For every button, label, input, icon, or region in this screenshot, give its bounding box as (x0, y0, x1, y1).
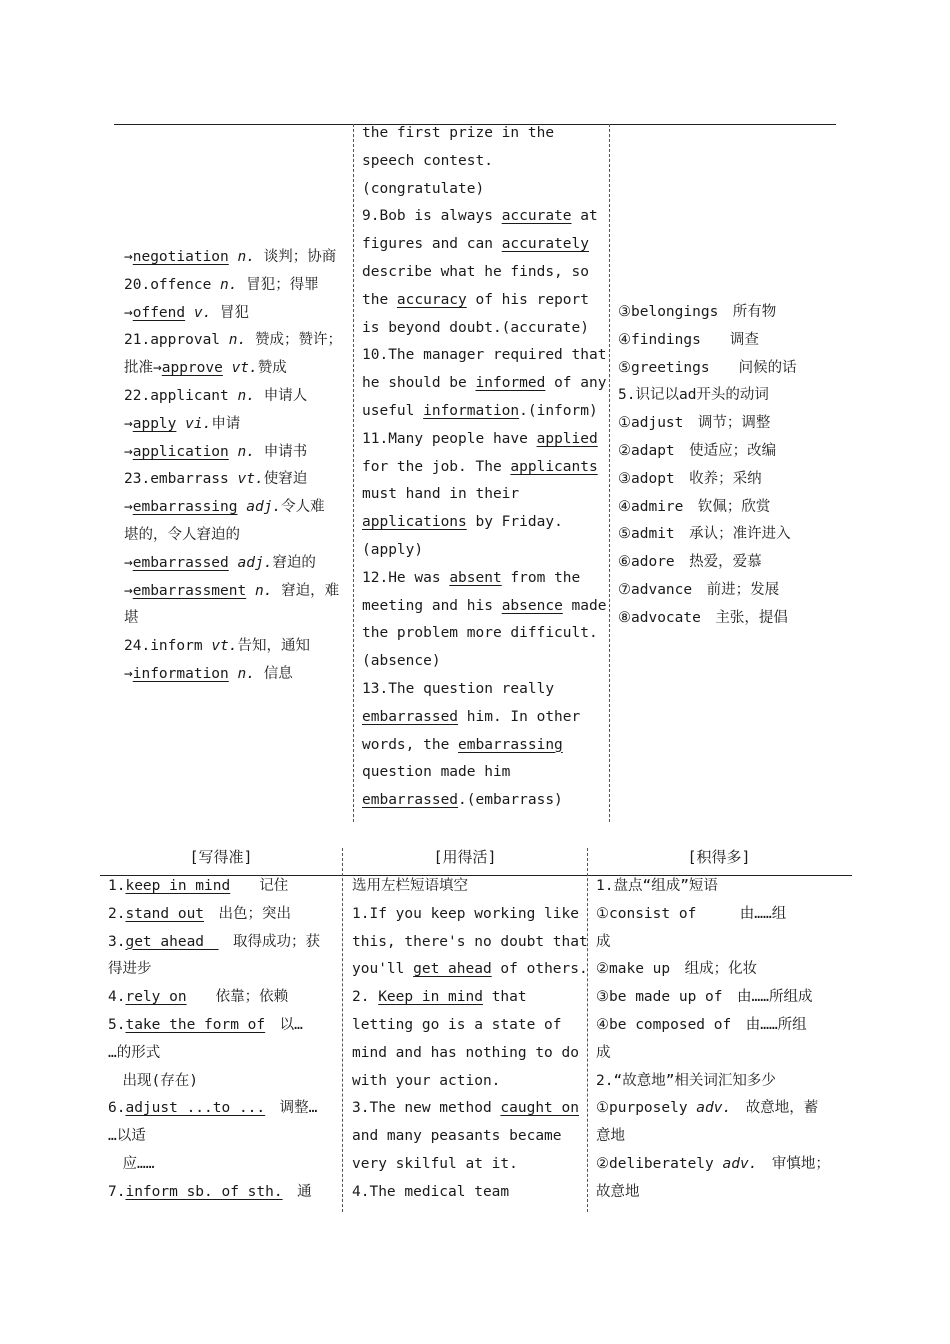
vocab-derivation-line (124, 633, 346, 661)
exercise-line (362, 176, 598, 204)
answer-underlined: accurately (501, 236, 589, 253)
text-run: 4. (108, 989, 126, 1006)
phrase-line (108, 956, 334, 984)
word-list-line: ③adopt 收养；采纳 (618, 470, 762, 487)
text-run: speech contest. (362, 152, 493, 169)
text-run: → (124, 665, 133, 682)
text-run: ①consist of 由……组 (596, 905, 787, 922)
text-run: ②make up 组成；化妆 (596, 961, 758, 978)
exercise-line (362, 287, 598, 315)
text-run: and many peasants became (352, 1128, 562, 1145)
vocab-derivation-line (124, 272, 346, 300)
text-run (229, 444, 238, 460)
text-run: 20.offence (124, 276, 221, 293)
text-run: 冒犯；得罪 (237, 276, 319, 293)
text-run: 赞成 (257, 360, 287, 377)
text-run: 依靠；依赖 (186, 989, 289, 1006)
text-run: ③be made up of 由……所组成 (596, 989, 813, 1006)
text-run: 9.Bob is always (362, 208, 502, 225)
header-accumulate-more: [积得多] (687, 848, 751, 866)
answer-underlined: information (423, 402, 520, 419)
text-run: 21.approval (124, 332, 229, 349)
exercise-line (362, 231, 598, 259)
part-of-speech: n. (237, 387, 255, 404)
text-run: 取得成功；获 (218, 933, 321, 950)
text-run (229, 249, 238, 265)
text-run: 1. (108, 878, 126, 894)
section1-left-column (124, 244, 346, 689)
phrase-exercise-line (352, 1012, 580, 1040)
part-of-speech: vt. (211, 638, 238, 655)
phrase-summary-line (596, 956, 842, 984)
text-run: 堪 (124, 610, 139, 627)
text-run: 得进步 (108, 961, 152, 978)
section1-right-column (618, 299, 840, 633)
word-list-line: ⑤greetings 问候的话 (618, 359, 797, 376)
text-run: describe what he finds, so (362, 263, 589, 280)
text-run: useful (362, 402, 424, 419)
part-of-speech: vt. (231, 360, 258, 377)
answer-underlined: embarrassed (362, 792, 459, 809)
part-of-speech: adj. (237, 554, 273, 571)
text-run: 23.embarrass (124, 471, 238, 488)
text-run: 审慎地； (757, 1155, 830, 1172)
word-list-line: ⑦advance 前进；发展 (618, 581, 780, 598)
exercise-line (362, 787, 598, 815)
text-run: 2. (352, 989, 379, 1006)
text-run: 2.“故意地”相关词汇知多少 (596, 1072, 776, 1089)
text-run: 冒犯 (211, 304, 250, 321)
vocab-derivation-line (124, 578, 346, 606)
vocab-derivation-line (124, 355, 346, 383)
text-run: 22.applicant (124, 387, 238, 404)
section1-divider-left (353, 124, 354, 822)
phrase-line (108, 901, 334, 929)
text-run: 通 (282, 1183, 312, 1200)
vocab-derivation-line (124, 661, 346, 689)
part-of-speech: n. (237, 443, 255, 460)
answer-underlined: approve (161, 360, 223, 377)
phrase-line (108, 1095, 334, 1123)
answer-underlined: keep in mind (125, 878, 231, 894)
phrase-exercise-line (352, 929, 588, 957)
text-run: .(embarrass) (458, 792, 563, 809)
answer-underlined: take the form of (125, 1016, 266, 1033)
exercise-line (362, 648, 598, 676)
exercise-line (362, 315, 598, 343)
exercise-line (362, 148, 598, 176)
text-run: words, the (362, 736, 459, 753)
text-run: 谈判；协商 (254, 249, 337, 265)
phrase-line (108, 1068, 334, 1096)
part-of-speech: n. (237, 665, 255, 682)
vocab-derivation-line (124, 466, 346, 494)
text-run: 成 (596, 1044, 611, 1061)
text-run: of any (545, 375, 607, 392)
text-run: 堪的，令人窘迫的 (124, 526, 240, 543)
phrase-summary-line (596, 1095, 842, 1123)
vocab-derivation-line (124, 300, 346, 328)
text-run: (absence) (362, 653, 441, 670)
phrase-exercise-line (352, 901, 580, 929)
text-run: → (124, 304, 133, 321)
exercise-line (362, 259, 598, 287)
part-of-speech: adj. (246, 499, 282, 516)
phrase-exercise-line (352, 1040, 580, 1068)
exercise-line (362, 454, 598, 482)
text-run: .(inform) (519, 402, 598, 419)
word-list-line: ⑤admit 承认；准许进入 (618, 526, 791, 543)
text-run: 故意地 (596, 1183, 640, 1200)
part-of-speech: n. (237, 249, 255, 265)
part-of-speech: vt. (237, 471, 264, 488)
section2-middle-column (352, 873, 588, 1207)
answer-underlined: negotiation (132, 249, 229, 265)
text-run: → (124, 554, 133, 571)
answer-underlined: absent (449, 569, 502, 586)
word-list-line: ③belongings 所有物 (618, 304, 777, 320)
text-run: 出现(存在) (108, 1072, 198, 1089)
text-run: 申请人 (254, 387, 308, 404)
text-run: 3.The new method (352, 1100, 501, 1117)
answer-underlined: offend (132, 304, 186, 321)
text-run: 11.Many people have (362, 430, 537, 447)
text-run: the problem more difficult. (362, 625, 598, 642)
text-run: 4.The medical team (352, 1183, 510, 1200)
text-run: must hand in their (362, 486, 520, 503)
answer-underlined: embarrassing (458, 736, 563, 753)
text-run: 赞成；赞许； (246, 332, 342, 349)
section1-divider-right (609, 124, 610, 822)
text-run: 令人难 (281, 499, 325, 516)
part-of-speech: n. (228, 332, 247, 349)
word-list-line: ④admire 钦佩；欣赏 (618, 498, 771, 515)
vocab-derivation-line (124, 605, 346, 633)
text-run: 6. (108, 1100, 126, 1117)
text-run: for the job. The (362, 458, 511, 475)
exercise-line (362, 509, 598, 537)
vocab-derivation-line (124, 244, 346, 272)
text-run: 24.inform (124, 638, 212, 655)
exercise-line (362, 759, 598, 787)
phrase-summary-line (596, 1068, 842, 1096)
text-run (223, 360, 232, 376)
text-run (229, 666, 238, 682)
phrase-exercise-line (352, 1095, 580, 1123)
answer-underlined: get ahead (413, 961, 492, 978)
text-run: he should be (362, 375, 476, 392)
part-of-speech: adv. (722, 1155, 758, 1172)
text-run: is beyond doubt.(accurate) (362, 319, 589, 336)
section2-divider-right (587, 848, 588, 1212)
text-run: him. In other (458, 708, 581, 725)
word-list-line: 5.识记以ad开头的动词 (618, 387, 769, 404)
word-list-line: ④findings 调查 (618, 331, 759, 348)
exercise-line (362, 676, 598, 704)
text-run: with your action. (352, 1072, 501, 1089)
text-run: letting go is a state of (352, 1016, 562, 1033)
phrase-exercise-line (352, 984, 580, 1012)
answer-underlined: rely on (125, 989, 187, 1006)
exercise-line (362, 398, 598, 426)
text-run: by Friday. (466, 514, 563, 531)
text-run: 窘迫，难 (272, 582, 340, 599)
text-run: of his report (466, 291, 589, 308)
text-run: 批准→ (124, 360, 162, 377)
text-run: 告知，通知 (237, 638, 311, 655)
text-run: 意地 (596, 1128, 625, 1145)
answer-underlined: inform sb. of sth. (125, 1183, 283, 1200)
phrase-summary-line (596, 1040, 842, 1068)
phrase-summary-line (596, 984, 842, 1012)
text-run: …以适 (108, 1128, 146, 1145)
text-run: question made him (362, 764, 511, 781)
phrase-summary-line (596, 901, 842, 929)
phrase-line (108, 984, 334, 1012)
text-run: 成 (596, 933, 611, 950)
text-run: → (124, 443, 133, 460)
text-run: mind and has nothing to do (352, 1044, 579, 1061)
answer-underlined: information (132, 665, 229, 682)
vocab-derivation-line (124, 383, 346, 411)
text-run: at (571, 208, 598, 225)
text-run: 出色；突出 (204, 905, 292, 922)
text-run: …的形式 (108, 1044, 161, 1061)
exercise-line (362, 704, 598, 732)
text-run: very skilful at it. (352, 1155, 518, 1172)
section2-right-column (596, 873, 842, 1207)
part-of-speech: n. (254, 582, 273, 599)
text-run: 1.If you keep working like (352, 905, 579, 922)
phrase-line (108, 1040, 334, 1068)
phrase-exercise-line (352, 873, 580, 901)
text-run: 以… (265, 1016, 303, 1033)
answer-underlined: stand out (125, 905, 205, 922)
text-run: made (562, 597, 607, 614)
section2-divider-left (342, 848, 343, 1212)
text-run: 5. (108, 1016, 126, 1033)
exercise-line (362, 370, 607, 398)
text-run: ④be composed of 由……所组 (596, 1016, 807, 1033)
vocab-derivation-line (124, 522, 346, 550)
text-run: that (482, 989, 527, 1006)
answer-underlined: embarrassed (362, 708, 459, 725)
exercise-line (362, 342, 607, 370)
vocab-derivation-line (124, 550, 346, 578)
text-run: from the (501, 569, 581, 586)
word-list-line: ⑥adore 热爱，爱慕 (618, 554, 762, 571)
text-run: 1.盘点“组成”短语 (596, 878, 718, 894)
text-run: the (362, 291, 397, 308)
text-run: of others. (491, 961, 588, 978)
word-list-line: ①adjust 调节；调整 (618, 415, 771, 432)
answer-underlined: accurate (501, 208, 572, 225)
text-run: → (124, 415, 133, 432)
part-of-speech: n. (220, 276, 238, 293)
exercise-line (362, 481, 598, 509)
answer-underlined: Keep in mind (378, 989, 483, 1006)
phrase-exercise-line (352, 1179, 580, 1207)
answer-underlined: embarrassing (132, 499, 238, 516)
exercise-line (362, 537, 598, 565)
text-run: 申请书 (254, 443, 308, 460)
text-run: 13.The question really (362, 680, 555, 697)
section2-left-column (108, 873, 334, 1207)
answer-underlined: application (132, 443, 229, 460)
answer-underlined: absence (501, 597, 563, 614)
text-run: 窘迫的 (272, 554, 316, 571)
answer-underlined: applications (362, 514, 467, 531)
text-run (176, 416, 185, 432)
text-run: 信息 (254, 665, 293, 682)
exercise-line (362, 120, 598, 148)
text-run: 选用左栏短语填空 (352, 878, 468, 894)
header-write-accurately: [写得准] (189, 848, 253, 866)
phrase-line (108, 929, 334, 957)
text-run: 使窘迫 (263, 471, 308, 488)
exercise-line (362, 732, 598, 760)
answer-underlined: caught on (500, 1100, 579, 1117)
text-run (246, 583, 255, 599)
text-run: figures and can (362, 236, 502, 253)
phrase-exercise-line (352, 1068, 580, 1096)
phrase-summary-line (596, 1123, 842, 1151)
text-run (185, 305, 194, 321)
exercise-line (362, 620, 598, 648)
phrase-exercise-line (352, 1151, 580, 1179)
text-run: 12.He was (362, 569, 450, 586)
text-run: (congratulate) (362, 180, 485, 197)
text-run: 调整… (265, 1100, 318, 1117)
answer-underlined: applicants (510, 458, 598, 475)
phrase-line (108, 1012, 334, 1040)
section1-middle-column (362, 120, 607, 815)
exercise-line (362, 565, 598, 593)
text-run: 应…… (108, 1155, 155, 1172)
exercise-line (362, 203, 598, 231)
phrase-summary-line (596, 873, 842, 901)
text-run: 记住 (230, 878, 289, 894)
answer-underlined: embarrassed (132, 554, 229, 571)
phrase-line (108, 1179, 334, 1207)
phrase-summary-line (596, 1012, 842, 1040)
phrase-line (108, 1151, 334, 1179)
text-run: 申请 (211, 415, 241, 432)
text-run: 3. (108, 933, 126, 950)
phrase-summary-line (596, 1151, 842, 1179)
part-of-speech: adv. (696, 1100, 732, 1117)
exercise-line (362, 426, 598, 454)
answer-underlined: applied (536, 430, 598, 447)
text-run: → (124, 582, 133, 599)
text-run: you'll (352, 961, 414, 978)
text-run: (apply) (362, 541, 424, 558)
word-list-line: ⑧advocate 主张，提倡 (618, 609, 788, 626)
part-of-speech: v. (193, 304, 212, 321)
exercise-line (362, 593, 607, 621)
phrase-line (108, 873, 334, 901)
text-run: ①purposely (596, 1100, 697, 1117)
vocab-derivation-line (124, 494, 346, 522)
phrase-exercise-line (352, 956, 588, 984)
text-run (238, 499, 247, 515)
text-run: → (124, 499, 133, 516)
answer-underlined: accuracy (396, 291, 467, 308)
vocab-derivation-line (124, 411, 346, 439)
phrase-line (108, 1123, 334, 1151)
part-of-speech: vi. (185, 415, 212, 432)
text-run: this, there's no doubt that (352, 933, 588, 950)
text-run: 10.The manager required that (362, 347, 607, 364)
text-run: meeting and his (362, 597, 502, 614)
header-use-flexibly: [用得活] (433, 848, 497, 866)
vocab-derivation-line (124, 439, 346, 467)
text-run: ②deliberately (596, 1155, 723, 1172)
answer-underlined: adjust ...to ... (125, 1100, 266, 1117)
text-run: the first prize in the (362, 125, 555, 141)
answer-underlined: apply (132, 415, 177, 432)
text-run: 7. (108, 1183, 126, 1200)
vocab-derivation-line (124, 327, 346, 355)
answer-underlined: informed (475, 375, 546, 392)
phrase-summary-line (596, 929, 842, 957)
text-run: 故意地，蓄 (731, 1100, 819, 1117)
word-list-line: ②adapt 使适应；改编 (618, 442, 777, 459)
text-run (229, 555, 238, 571)
answer-underlined: embarrassment (132, 582, 247, 599)
text-run: → (124, 249, 133, 265)
text-run: 2. (108, 905, 126, 922)
answer-underlined: get ahead (125, 933, 219, 950)
phrase-exercise-line (352, 1123, 580, 1151)
phrase-summary-line (596, 1179, 842, 1207)
